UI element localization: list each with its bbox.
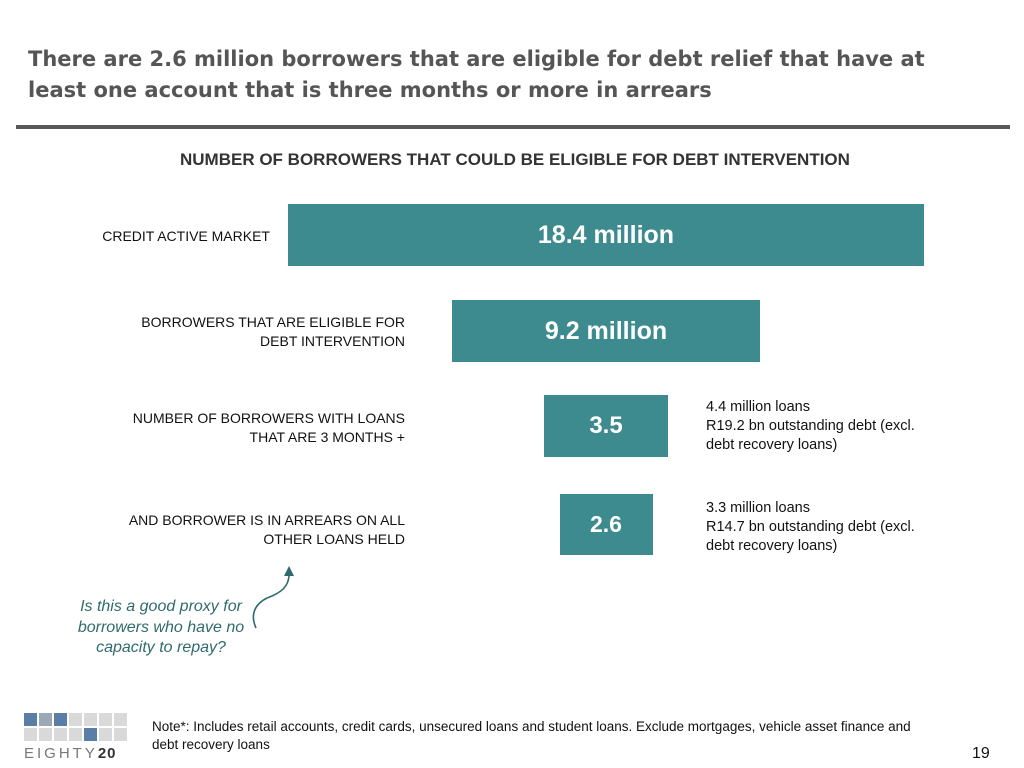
data-label: 3.5 xyxy=(589,412,623,439)
slide-title: There are 2.6 million borrowers that are eligible for debt relief that have at least one account that is three months or more in arrears xyxy=(28,47,925,102)
callout-question: Is this a good proxy for borrowers who have no capacity to repay? xyxy=(77,598,245,656)
logo-squares-icon xyxy=(24,713,127,741)
category-label-credit-active-market: CREDIT ACTIVE MARKET xyxy=(102,228,270,244)
eighty20-logo xyxy=(24,713,127,762)
annotation-line: 4.4 million loans xyxy=(706,399,810,415)
data-label: 9.2 million xyxy=(544,316,668,345)
logo-square xyxy=(84,728,97,741)
data-label: 2.6 xyxy=(590,511,622,537)
logo-square xyxy=(114,728,127,741)
annotation-line: debt recovery loans) xyxy=(706,538,838,554)
annotation-3-months-plus xyxy=(706,398,915,455)
footnote: Note*: Includes retail accounts, credit cards, unsecured loans and student loans. Exclude mortgages, vehicle asset finance and debt recovery loans xyxy=(152,719,911,752)
title-divider xyxy=(16,125,1010,129)
logo-square xyxy=(24,728,37,741)
annotation-line: R14.7 bn outstanding debt (excl. xyxy=(706,519,915,535)
logo-square xyxy=(39,713,52,726)
annotation-arrears-all-loans xyxy=(706,499,915,556)
page-number: 19 xyxy=(972,745,990,762)
bar-eligible-borrowers xyxy=(452,300,760,362)
logo-wordmark: EIGHTY20 xyxy=(24,745,117,762)
annotation-line: 3.3 million loans xyxy=(706,500,810,516)
logo-square xyxy=(24,713,37,726)
category-label-arrears-all-loans: AND BORROWER IS IN ARREARS ON ALL OTHER LOANS HELD xyxy=(128,512,405,547)
bar-credit-active-market xyxy=(288,204,924,266)
category-label-3-months-plus: NUMBER OF BORROWERS WITH LOANS THAT ARE 3 MONTHS + xyxy=(132,410,405,445)
chart-title: NUMBER OF BORROWERS THAT COULD BE ELIGIBLE FOR DEBT INTERVENTION xyxy=(180,150,850,169)
logo-square xyxy=(39,728,52,741)
logo-square xyxy=(99,713,112,726)
bar-3-months-plus xyxy=(544,395,668,457)
logo-square xyxy=(54,728,67,741)
data-label: 18.4 million xyxy=(537,220,675,249)
bar-arrears-all-loans xyxy=(560,494,653,555)
logo-square xyxy=(54,713,67,726)
logo-square xyxy=(99,728,112,741)
logo-square xyxy=(114,713,127,726)
logo-square xyxy=(69,713,82,726)
annotation-line: debt recovery loans) xyxy=(706,437,838,453)
logo-square xyxy=(69,728,82,741)
category-label-eligible-borrowers: BORROWERS THAT ARE ELIGIBLE FOR DEBT INTERVENTION xyxy=(141,314,405,349)
annotation-line: R19.2 bn outstanding debt (excl. xyxy=(706,418,915,434)
logo-square xyxy=(84,713,97,726)
curved-arrow-icon xyxy=(246,560,296,632)
